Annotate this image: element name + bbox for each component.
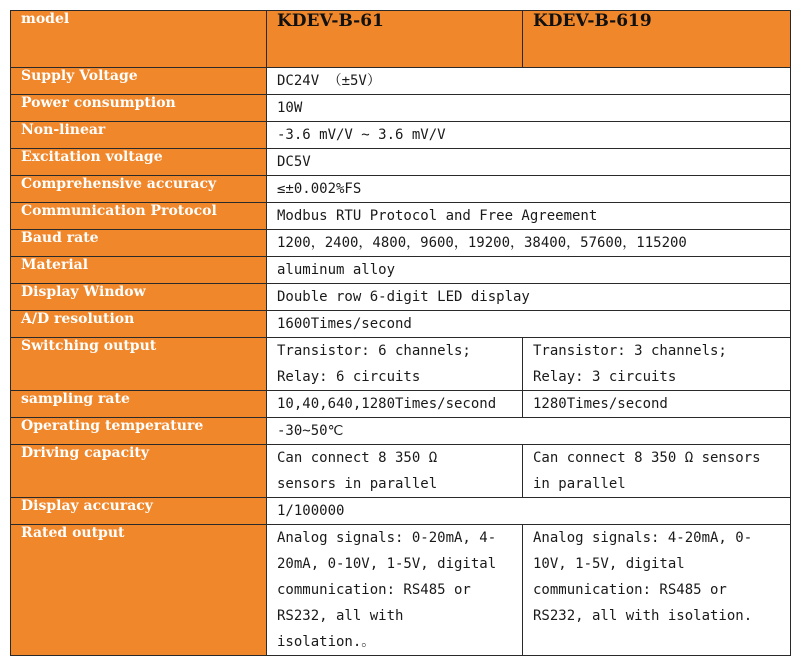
spec-label: sampling rate bbox=[11, 391, 267, 418]
spec-label: A/D resolution bbox=[11, 311, 267, 338]
spec-value: DC24V （±5V） bbox=[267, 68, 791, 95]
spec-row bbox=[11, 203, 791, 230]
spec-value-line: Relay: 3 circuits bbox=[533, 369, 677, 385]
spec-value-line: RS232, all with isolation. bbox=[533, 608, 753, 624]
spec-label: Power consumption bbox=[11, 95, 267, 122]
spec-value: 1600Times/second bbox=[267, 311, 791, 338]
spec-row bbox=[11, 230, 791, 257]
spec-value-line: 20mA, 0-10V, 1-5V, digital bbox=[277, 556, 497, 572]
header-row bbox=[11, 11, 791, 68]
spec-value-line: Relay: 6 circuits bbox=[277, 369, 421, 385]
spec-value: 1200，2400，4800，9600，19200，38400，57600，115200 bbox=[267, 230, 791, 257]
spec-value-line: communication: RS485 or bbox=[533, 582, 727, 598]
model-name-1: KDEV-B-61 bbox=[267, 11, 523, 68]
spec-value: ≤±0.002%FS bbox=[267, 176, 791, 203]
spec-row bbox=[11, 498, 791, 525]
spec-row bbox=[11, 338, 791, 391]
spec-value: -3.6 mV/V ~ 3.6 mV/V bbox=[267, 122, 791, 149]
spec-value-line: sensors in parallel bbox=[277, 476, 438, 492]
spec-row bbox=[11, 149, 791, 176]
model-label: model bbox=[11, 11, 267, 68]
spec-table bbox=[10, 10, 791, 656]
spec-value-model-1 bbox=[267, 525, 523, 656]
spec-value-model-2: 1280Times/second bbox=[523, 391, 791, 418]
spec-value-line: isolation.。 bbox=[277, 634, 376, 650]
spec-row bbox=[11, 525, 791, 656]
spec-label: Switching output bbox=[11, 338, 267, 391]
spec-label: Display Window bbox=[11, 284, 267, 311]
spec-label: Comprehensive accuracy bbox=[11, 176, 267, 203]
spec-row bbox=[11, 311, 791, 338]
spec-row bbox=[11, 284, 791, 311]
spec-label: Excitation voltage bbox=[11, 149, 267, 176]
spec-row bbox=[11, 122, 791, 149]
spec-label: Driving capacity bbox=[11, 445, 267, 498]
model-name-2: KDEV-B-619 bbox=[523, 11, 791, 68]
spec-label: Non-linear bbox=[11, 122, 267, 149]
spec-label: Supply Voltage bbox=[11, 68, 267, 95]
spec-value-line: in parallel bbox=[533, 476, 626, 492]
spec-value-model-2 bbox=[523, 445, 791, 498]
spec-value-model-2 bbox=[523, 338, 791, 391]
spec-value-line: Can connect 8 350 Ω bbox=[277, 450, 438, 466]
spec-value: Double row 6-digit LED display bbox=[267, 284, 791, 311]
spec-label: Operating temperature bbox=[11, 418, 267, 445]
spec-label: Rated output bbox=[11, 525, 267, 656]
spec-label: Baud rate bbox=[11, 230, 267, 257]
spec-value-line: Analog signals: 0-20mA, 4- bbox=[277, 530, 497, 546]
spec-label: Communication Protocol bbox=[11, 203, 267, 230]
spec-row bbox=[11, 391, 791, 418]
spec-value: 10W bbox=[267, 95, 791, 122]
spec-value: Modbus RTU Protocol and Free Agreement bbox=[267, 203, 791, 230]
spec-value: 1/100000 bbox=[267, 498, 791, 525]
spec-value-line: communication: RS485 or bbox=[277, 582, 471, 598]
spec-row bbox=[11, 176, 791, 203]
spec-row bbox=[11, 95, 791, 122]
spec-value-model-1 bbox=[267, 338, 523, 391]
spec-value-line: 10V, 1-5V, digital bbox=[533, 556, 685, 572]
spec-label: Material bbox=[11, 257, 267, 284]
spec-value-line: Transistor: 6 channels; bbox=[277, 343, 471, 359]
spec-row bbox=[11, 445, 791, 498]
spec-row bbox=[11, 418, 791, 445]
spec-row bbox=[11, 68, 791, 95]
spec-value-model-1: 10,40,640,1280Times/second bbox=[267, 391, 523, 418]
spec-value-line: RS232, all with bbox=[277, 608, 404, 624]
spec-value: -30~50℃ bbox=[267, 418, 791, 445]
spec-value: aluminum alloy bbox=[267, 257, 791, 284]
spec-label: Display accuracy bbox=[11, 498, 267, 525]
spec-value-line: Transistor: 3 channels; bbox=[533, 343, 727, 359]
spec-row bbox=[11, 257, 791, 284]
spec-value-line: Analog signals: 4-20mA, 0- bbox=[533, 530, 753, 546]
spec-value-model-2 bbox=[523, 525, 791, 656]
spec-value: DC5V bbox=[267, 149, 791, 176]
spec-value-line: Can connect 8 350 Ω sensors bbox=[533, 450, 761, 466]
spec-value-model-1 bbox=[267, 445, 523, 498]
